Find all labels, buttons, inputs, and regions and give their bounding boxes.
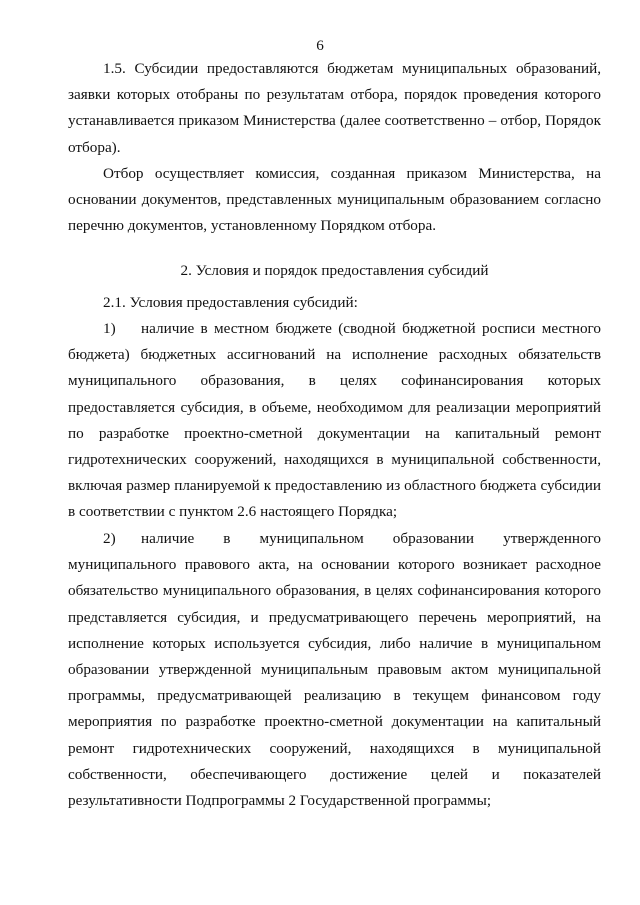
list-item-number: 2) <box>103 530 116 547</box>
text-line: предоставляется субсидия, в объеме, необходимом для реализации мероприятий <box>68 398 601 416</box>
text-line: основании документов, представленных муниципальным образованием согласно <box>68 191 601 209</box>
text-line: бюджета) бюджетных ассигнований на исполнение расходных обязательств <box>68 346 601 364</box>
text-line: 2.1. Условия предоставления субсидий: <box>103 294 358 311</box>
text-line: исполнение которых используется субсидия, либо наличие в муниципальном <box>68 634 601 652</box>
text-line: перечню документов, установленному Порядком отбора. <box>68 217 437 235</box>
list-item-1 <box>68 316 601 526</box>
list-item-2 <box>68 526 601 814</box>
list-item-text: наличие в муниципальном образовании утвержденного <box>141 530 601 547</box>
text-line: по разработке проектно-сметной документации на капитальный ремонт <box>68 424 601 442</box>
list-item-first-line <box>68 316 601 342</box>
text-line: гидротехнических сооружений, находящихся в муниципальной собственности, <box>68 450 601 468</box>
text-line: программы, предусматривающей реализацию в текущем финансовом году <box>68 687 601 705</box>
text-line: 1.5. Субсидии предоставляются бюджетам муниципальных образований, <box>103 60 601 77</box>
list-item-first-line <box>68 526 601 552</box>
section-heading <box>68 258 601 284</box>
text-line: включая размер планируемой к предоставлению из областного бюджета субсидии <box>68 477 601 495</box>
paragraph-1-5 <box>68 56 601 161</box>
page-number: 6 <box>316 37 324 54</box>
text-line: обязательство муниципального образования, в целях софинансирования которого <box>68 582 601 600</box>
text-line: заявки которых отобраны по результатам отбора, порядок проведения которого <box>68 86 601 104</box>
list-item-number: 1) <box>103 320 116 337</box>
text-line: мероприятия по разработке проектно-сметной документации на капитальный <box>68 713 601 731</box>
paragraph-2-1 <box>68 290 601 316</box>
text-line: муниципального образования, в целях софинансирования которых <box>68 372 601 390</box>
text-line: устанавливается приказом Министерства (далее соответственно – отбор, Порядок <box>68 112 601 130</box>
text-line: образовании утвержденной муниципальным правовым актом муниципальной <box>68 660 601 678</box>
text-line: в соответствии с пунктом 2.6 настоящего Порядка; <box>68 503 398 521</box>
text-line: результативности Подпрограммы 2 Государственной программы; <box>68 791 492 809</box>
list-item-text: наличие в местном бюджете (сводной бюджетной росписи местного <box>141 320 601 337</box>
paragraph-otbor <box>68 161 601 240</box>
text-line: муниципального правового акта, на основании которого возникает расходное <box>68 556 601 574</box>
text-line: представляется субсидия, и предусматривающего перечень мероприятий, на <box>68 608 601 626</box>
section-heading-text: 2. Условия и порядок предоставления субсидий <box>180 262 489 279</box>
text-line: ремонт гидротехнических сооружений, находящихся в муниципальной <box>68 739 601 757</box>
text-line: собственности, обеспечивающего достижение целей и показателей <box>68 765 601 783</box>
text-line: отбора). <box>68 138 121 156</box>
text-line: Отбор осуществляет комиссия, созданная приказом Министерства, на <box>103 165 601 182</box>
